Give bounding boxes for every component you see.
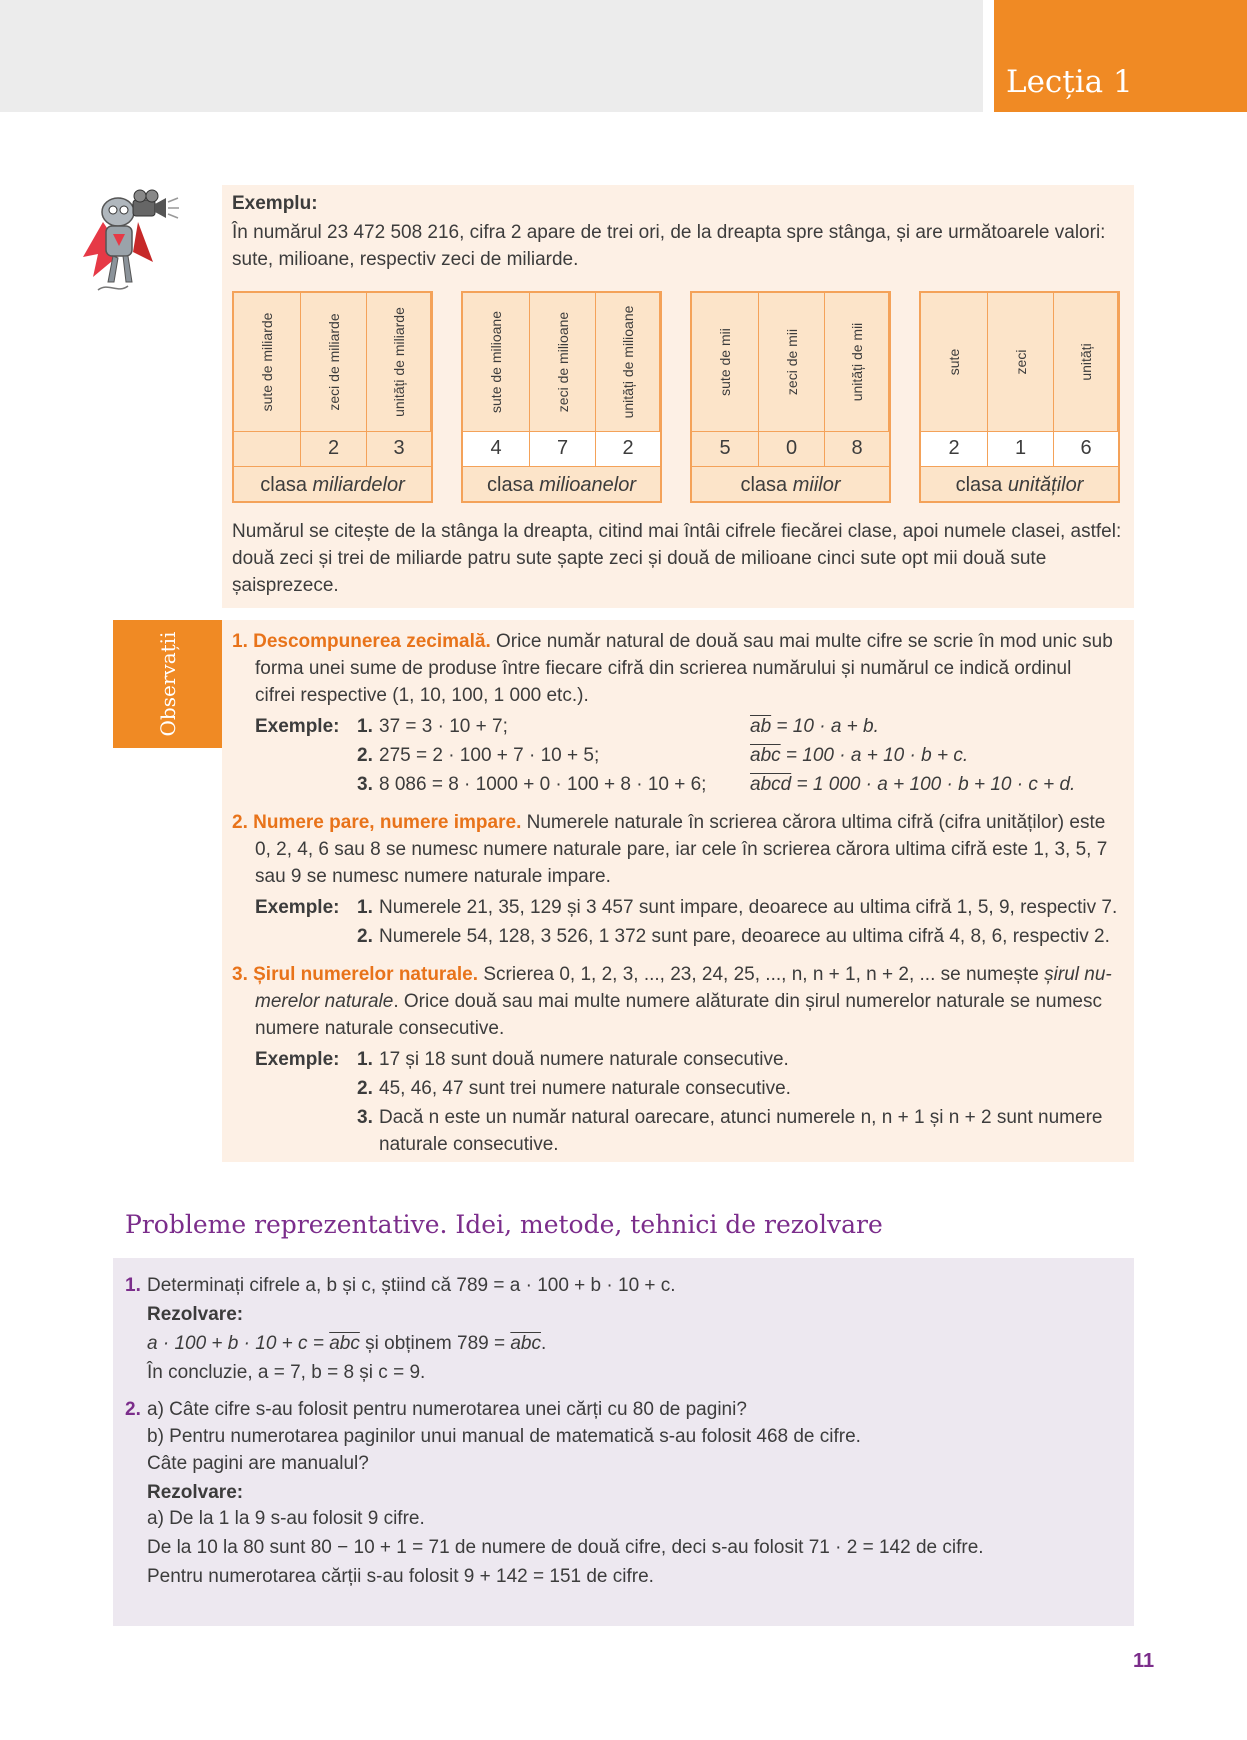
problem-1-solution-line-2: În concluzie, a = 7, b = 8 și c = 9. (147, 1362, 426, 1383)
problem-1-solution-line-1: $a \cdot 100 + b \cdot 10 + c = \overline{abc}$ și obținem $789 = \overline{abc}$. (147, 1333, 547, 1354)
examples-label: Exemple: (255, 1049, 340, 1070)
header-cell: sute de milioane (463, 293, 530, 431)
example-number: 2. (357, 1078, 373, 1099)
digit-row (921, 431, 1118, 467)
header-cell: sute de miliarde (234, 293, 301, 431)
example-item: 37 = 3 · 10 + 7; (379, 716, 508, 737)
header-cell: zeci de mii (759, 293, 825, 431)
class-name: clasa miilor (740, 474, 841, 496)
header-cell: unități de mii (825, 293, 889, 431)
example-item: naturale consecutive. (379, 1134, 559, 1155)
example-item: 45, 46, 47 sunt trei numere naturale consecutive. (379, 1078, 791, 1099)
example-number: 2. (357, 926, 373, 947)
examples-label: Exemple: (255, 716, 340, 737)
digit-cell: 6 (1080, 437, 1092, 459)
header-cell: unități de miliarde (367, 293, 431, 431)
class-name: clasa unităților (955, 474, 1084, 496)
formula-abcd: abcd = 1 000 · a + 100 · b + 10 · c + d. (750, 774, 1076, 795)
digit-cell: 7 (530, 432, 596, 466)
class-table-thousands (690, 291, 891, 503)
observations-label: Observații (155, 631, 180, 737)
example-item: 8 086 = 8 · 1000 + 0 · 100 + 8 · 10 + 6; (379, 774, 707, 795)
digit-cell: 5 (692, 432, 759, 466)
observation-3-line-3: numere naturale consecutive. (255, 1018, 505, 1039)
observations-tab (113, 620, 222, 748)
digit-cell: 2 (921, 432, 988, 466)
observation-1-line-1: 1. Descompunerea zecimală. Orice număr natural de două sau mai multe cifre se scrie în mod unic sub (232, 631, 1113, 652)
digit-row (234, 431, 431, 467)
example-number: 1. (357, 1049, 373, 1070)
digit-cell: 4 (463, 432, 530, 466)
observation-3-line-2: merelor naturale. Orice două sau mai multe numere alăturate din șirul numerelor naturale se numesc (255, 991, 1102, 1012)
lesson-title: Lecția 1 (1006, 64, 1133, 100)
example-item: Numerele 54, 128, 3 526, 1 372 sunt pare, deoarece au ultima cifră 4, 8, 6, respectiv 2. (379, 926, 1110, 947)
formula-ab: $\overline{ab} = 10 \cdot a + b$. (750, 716, 879, 737)
digit-cell: 8 (851, 437, 863, 459)
problem-2-question: Câte pagini are manualul? (147, 1453, 369, 1474)
example-title: Exemplu: (232, 193, 318, 214)
observation-1-line-3: cifrei respective (1, 10, 100, 1 000 etc.). (255, 685, 589, 706)
example-number: 1. (357, 716, 373, 737)
section-title: Probleme reprezentative. Idei, metode, tehnici de rezolvare (125, 1210, 883, 1239)
digit-row (692, 431, 889, 467)
example-item: 17 și 18 sunt două numere naturale consecutive. (379, 1049, 789, 1070)
formula-abc: $\overline{abc} = 100 \cdot a + 10 \cdot b + c$. (750, 745, 969, 766)
reading-explanation: Numărul se citește de la stânga la dreapta, citind mai întâi cifrele fiecărei clase, apoi numele clasei, astfel: două zeci și trei de miliarde patru sute șapte zeci și două de milioane cinci sute opt mii două sute șaisprezece. (232, 521, 1122, 596)
digit-cell (234, 432, 301, 466)
solution-label: Rezolvare: (147, 1482, 244, 1503)
header-cell: unități (1054, 293, 1118, 431)
lesson-tab (994, 0, 1247, 112)
digit-cell: 2 (622, 437, 634, 459)
examples-label: Exemple: (255, 897, 340, 918)
digit-cell: 0 (759, 432, 825, 466)
class-table-millions (461, 291, 662, 503)
problem-2-part-b: b) Pentru numerotarea paginilor unui manual de matematică s-au folosit 468 de cifre. (147, 1426, 861, 1447)
header-cell: zeci de miliarde (301, 293, 367, 431)
problem-1-text: Determinați cifrele a, b și c, știind că 789 = a · 100 + b · 10 + c. (147, 1275, 676, 1296)
example-text: În numărul 23 472 508 216, cifra 2 apare de trei ori, de la dreapta spre stânga, și are următoarele valori: sute, milioane, respectiv zeci de miliarde. (232, 222, 1106, 270)
example-number: 3. (357, 1107, 373, 1128)
page-number: 11 (1133, 1650, 1155, 1672)
header-cell: sute (921, 293, 988, 431)
digit-cell: 1 (988, 432, 1054, 466)
digit-cell: 3 (393, 437, 405, 459)
class-table-units (919, 291, 1120, 503)
header-cell: zeci de milioane (530, 293, 596, 431)
robot-mascot-icon (78, 182, 188, 302)
problem-2-solution-line-2: De la 10 la 80 sunt 80 − 10 + 1 = 71 de numere de două cifre, deci s-au folosit 71 · 2 = 142 de cifre. (147, 1537, 984, 1558)
problem-2-solution-line-1: a) De la 1 la 9 s-au folosit 9 cifre. (147, 1508, 425, 1529)
observation-2-line-1: 2. Numere pare, numere impare. Numerele naturale în scrierea cărora ultima cifră (cifra unităților) este (232, 812, 1106, 833)
example-item: 275 = 2 · 100 + 7 · 10 + 5; (379, 745, 600, 766)
digit-cell: 2 (301, 432, 367, 466)
example-number: 1. (357, 897, 373, 918)
observations-box (222, 620, 1134, 1162)
solution-label: Rezolvare: (147, 1304, 244, 1325)
example-item: Dacă n este un număr natural oarecare, atunci numerele n, n + 1 și n + 2 sunt numere (379, 1107, 1103, 1128)
header-cell: unități de milioane (596, 293, 660, 431)
observation-1-line-2: forma unei sume de produse între fiecare cifră din scrierea numărului și numărul ce indică ordinul (255, 658, 1072, 679)
class-name: clasa milioanelor (487, 474, 636, 496)
header-cell: zeci (988, 293, 1054, 431)
example-box (222, 185, 1134, 608)
problem-2-part-a: a) Câte cifre s-au folosit pentru numerotarea unei cărți cu 80 de pagini? (147, 1399, 747, 1420)
problem-number: 1. (125, 1275, 141, 1296)
observation-3-line-1: 3. Șirul numerelor naturale. Scrierea 0, 1, 2, 3, ..., 23, 24, 25, ..., n, n + 1, n + 2, ... se numește șirul nu- (232, 964, 1112, 985)
header-bar (0, 0, 983, 112)
problem-2-solution-line-3: Pentru numerotarea cărții s-au folosit 9 + 142 = 151 de cifre. (147, 1566, 654, 1587)
example-item: Numerele 21, 35, 129 și 3 457 sunt impare, deoarece au ultima cifră 1, 5, 9, respectiv 7. (379, 897, 1118, 918)
class-name: clasa miliardelor (260, 474, 405, 496)
observation-2-line-3: sau 9 se numesc numere naturale impare. (255, 866, 611, 887)
example-number: 3. (357, 774, 373, 795)
observation-2-line-2: 0, 2, 4, 6 sau 8 se numesc numere naturale pare, iar cele în scrierea cărora ultima cifră este 1, 3, 5, 7 (255, 839, 1108, 860)
example-number: 2. (357, 745, 373, 766)
digit-row (463, 431, 660, 467)
header-cell: sute de mii (692, 293, 759, 431)
class-table-billions (232, 291, 433, 503)
problems-box (113, 1258, 1134, 1626)
problem-number: 2. (125, 1399, 141, 1420)
